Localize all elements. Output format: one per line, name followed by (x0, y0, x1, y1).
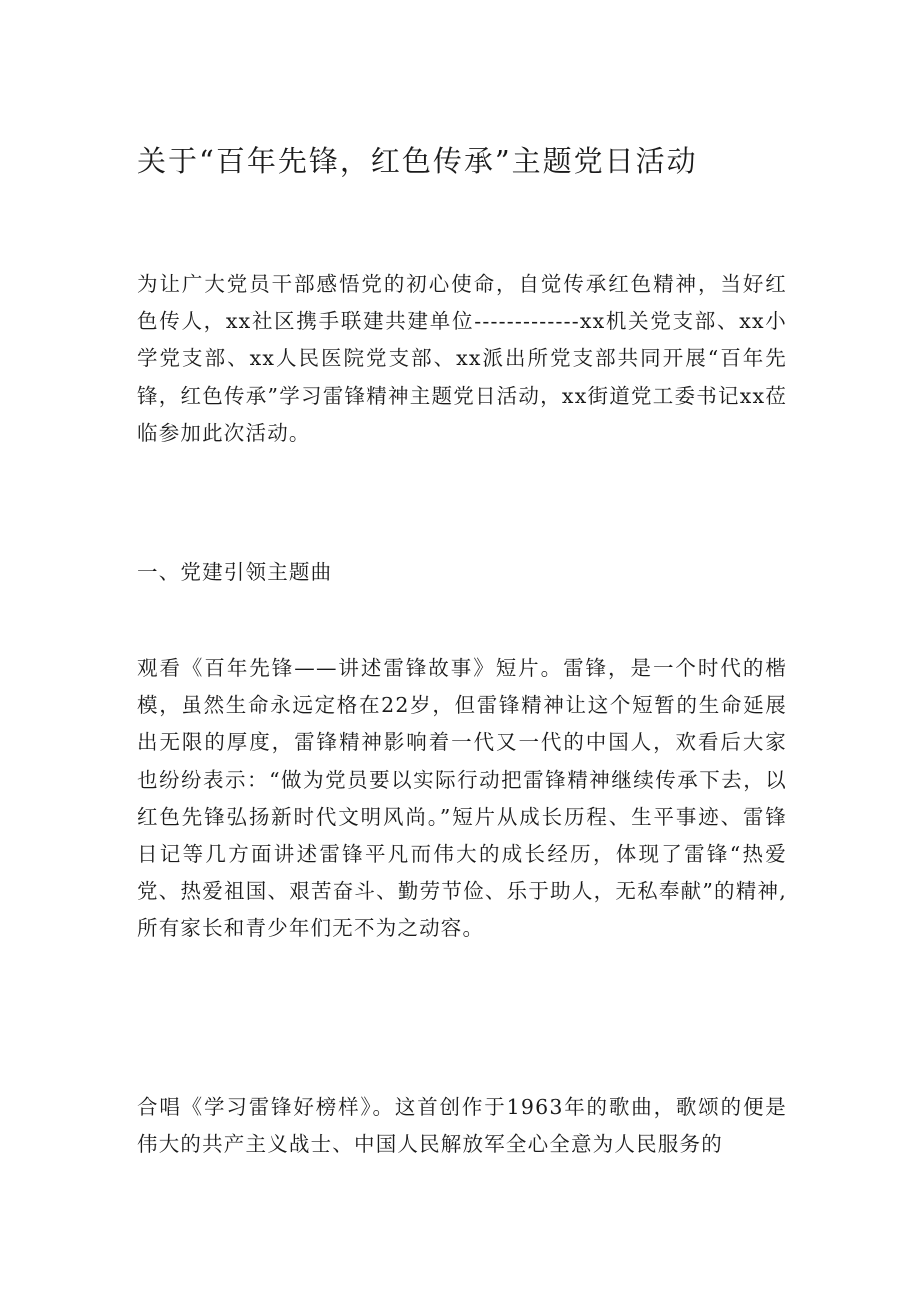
chorus-paragraph: 合唱《学习雷锋好榜样》。这首创作于1963年的歌曲，歌颂的便是伟大的共产主义战士、中国人民解放军全心全意为人民服务的 (137, 1095, 787, 1157)
film-paragraph: 观看《百年先锋——讲述雷锋故事》短片。雷锋，是一个时代的楷模，虽然生命永远定格在22岁，但雷锋精神让这个短暂的生命延展出无限的厚度，雷锋精神影响着一代又一代的中国人，欢看后大家也纷纷表示：“做为党员要以实际行动把雷锋精神继续传承下去，以红色先锋弘扬新时代文明风尚。”短片从成长历程、生平事迹、雷锋日记等几方面讲述雷锋平凡而伟大的成长经历，体现了雷锋“热爱党、热爱祖国、艰苦奋斗、勤劳节俭、乐于助人，无私奉献”的精神,所有家长和青少年们无不为之动容。 (137, 656, 787, 941)
intro-paragraph: 为让广大党员干部感悟党的初心使命，自觉传承红色精神，当好红色传人，xx社区携手联建共建单位-------------xx机关党支部、xx小学党支部、xx人民医院党支部、xx派出所党支部共同开展“百年先锋，红色传承”学习雷锋精神主题党日活动，xx街道党工委书记xx莅临参加此次活动。 (137, 272, 787, 445)
section-heading: 一、党建引领主题曲 (137, 560, 333, 584)
document-title: 关于“百年先锋，红色传承”主题党日活动 (137, 144, 698, 178)
